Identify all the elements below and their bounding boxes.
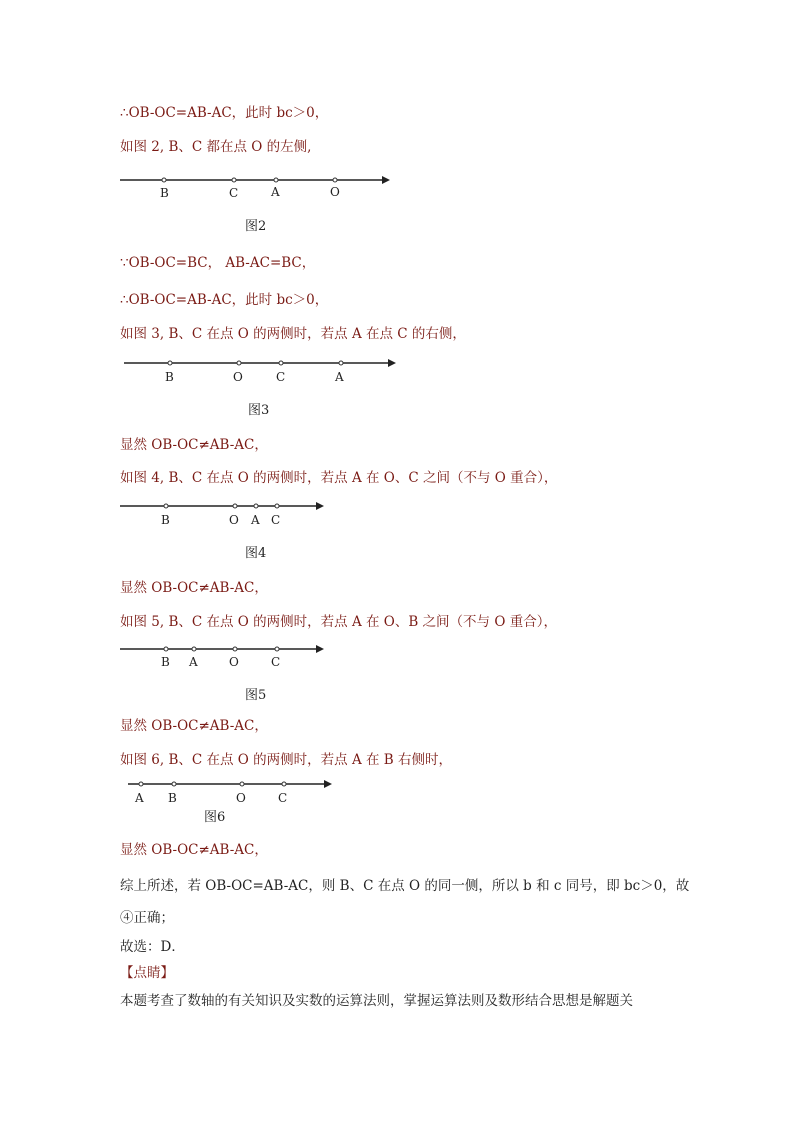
fig4-label-3: C bbox=[271, 513, 281, 527]
text-line-17: 本题考查了数轴的有关知识及实数的运算法则，掌握运算法则及数形结合思想是解题关 bbox=[120, 993, 633, 1009]
fig2-label-2: A bbox=[271, 185, 280, 199]
fig4-label-1: O bbox=[229, 513, 239, 527]
fig6-label-3: C bbox=[278, 791, 288, 805]
number-line-fig5 bbox=[120, 645, 324, 669]
fig3-label-1: O bbox=[233, 370, 243, 384]
point-C bbox=[232, 178, 236, 182]
fig6-label-1: B bbox=[168, 791, 177, 805]
fig5-label-1: A bbox=[189, 655, 198, 669]
figure-4-caption: 图4 bbox=[245, 546, 267, 561]
number-line-fig2 bbox=[120, 176, 390, 200]
point-A bbox=[274, 178, 278, 182]
point-O bbox=[333, 178, 337, 182]
point-B bbox=[162, 178, 166, 182]
number-line-fig6 bbox=[128, 780, 332, 805]
text-line-4: ∴OB-OC=AB-AC，此时 bc＞0， bbox=[120, 292, 329, 308]
text-line-12: 显然 OB-OC≠AB-AC， bbox=[120, 842, 268, 858]
fig3-label-3: A bbox=[335, 370, 344, 384]
figure-3-caption: 图3 bbox=[248, 403, 270, 418]
section-heading-dianjing: 【点睛】 bbox=[120, 965, 174, 981]
fig2-label-0: B bbox=[160, 186, 169, 200]
fig4-label-2: A bbox=[251, 513, 260, 527]
fig5-label-0: B bbox=[161, 655, 170, 669]
fig4-label-0: B bbox=[161, 513, 170, 527]
fig2-label-1: C bbox=[229, 186, 239, 200]
fig2-label-3: O bbox=[330, 185, 340, 199]
figure-2-caption: 图2 bbox=[245, 219, 267, 234]
text-line-9: 如图 5, B、C 在点 O 的两侧时，若点 A 在 O、B 之间（不与 O 重合）， bbox=[120, 614, 557, 630]
text-line-7: 如图 4, B、C 在点 O 的两侧时，若点 A 在 O、C 之间（不与 O 重合）， bbox=[120, 470, 558, 486]
text-line-15: 故选：D． bbox=[120, 939, 185, 955]
fig5-label-3: C bbox=[271, 655, 281, 669]
fig6-label-2: O bbox=[236, 791, 246, 805]
text-line-10: 显然 OB-OC≠AB-AC， bbox=[120, 718, 268, 734]
fig5-label-2: O bbox=[229, 655, 239, 669]
text-line-2: 如图 2, B、C 都在点 O 的左侧, bbox=[120, 139, 312, 155]
fig3-label-0: B bbox=[165, 370, 174, 384]
text-line-5: 如图 3, B、C 在点 O 的两侧时，若点 A 在点 C 的右侧， bbox=[120, 326, 466, 342]
number-line-fig4 bbox=[120, 502, 324, 527]
text-line-3: ∵OB-OC=BC， AB-AC=BC， bbox=[120, 255, 316, 271]
fig6-label-0: A bbox=[135, 791, 144, 805]
text-line-14: ④正确； bbox=[120, 910, 174, 926]
figure-6-caption: 图6 bbox=[204, 810, 226, 825]
number-line-fig3 bbox=[124, 359, 396, 384]
fig3-label-2: C bbox=[276, 370, 286, 384]
text-line-11: 如图 6, B、C 在点 O 的两侧时，若点 A 在 B 右侧时， bbox=[120, 752, 452, 768]
figure-5-caption: 图5 bbox=[245, 688, 267, 703]
text-line-1: ∴OB-OC=AB-AC，此时 bc＞0， bbox=[120, 105, 329, 121]
text-line-8: 显然 OB-OC≠AB-AC， bbox=[120, 580, 268, 596]
text-line-13: 综上所述，若 OB-OC=AB-AC，则 B、C 在点 O 的同一侧，所以 b 和 c 同号，即 bc＞0，故 bbox=[120, 878, 690, 894]
text-line-6: 显然 OB-OC≠AB-AC， bbox=[120, 437, 268, 453]
